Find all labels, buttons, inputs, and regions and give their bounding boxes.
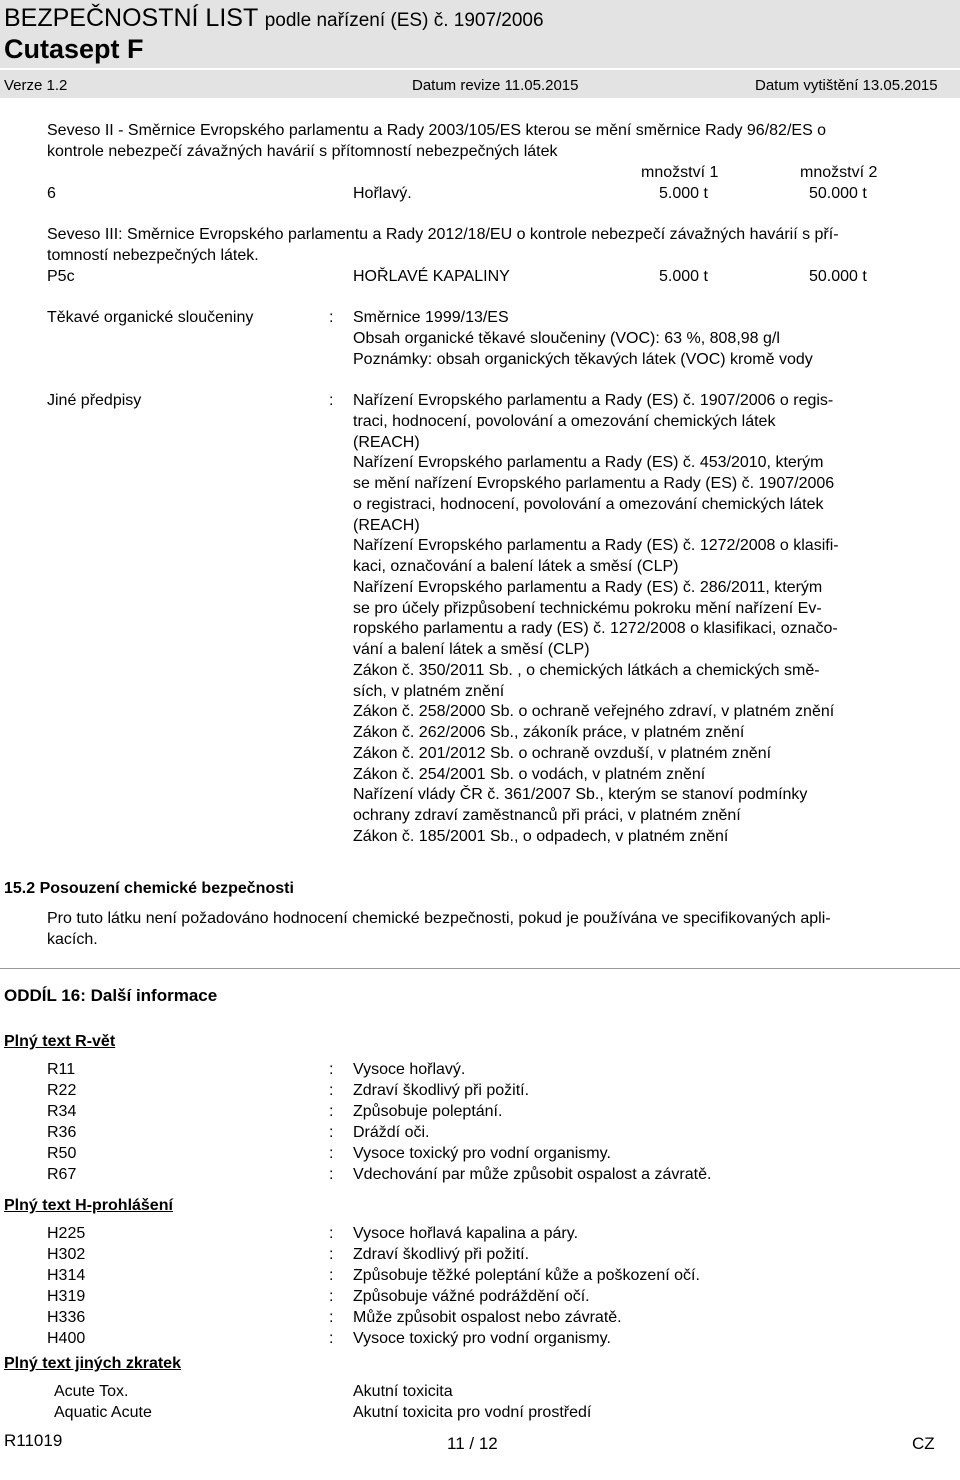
- regulation-line: Nařízení Evropského parlamentu a Rady (ES) č. 1272/2008 o klasifi-: [353, 537, 839, 555]
- voc-value: [353, 308, 813, 370]
- abbr-text: Akutní toxicita: [353, 1383, 453, 1400]
- regulation-line: traci, hodnocení, povolování a omezování chemických látek: [353, 412, 776, 430]
- document-code: R11019: [4, 1431, 63, 1450]
- r-code: R11: [47, 1061, 76, 1078]
- h-text: Způsobuje těžké poleptání kůže a poškození očí.: [353, 1267, 700, 1284]
- voc-line: Obsah organické těkavé sloučeniny (VOC): 63 %, 808,98 g/l: [353, 329, 780, 347]
- h-colon: :: [329, 1309, 334, 1326]
- seveso2-row-qty2: 50.000 t: [809, 185, 867, 202]
- h-colon: :: [329, 1267, 334, 1284]
- h-code: H314: [47, 1267, 86, 1284]
- other-regulations-label: Jiné předpisy: [47, 392, 142, 409]
- seveso3-row-code: P5c: [47, 268, 75, 285]
- r-text: Vysoce toxický pro vodní organismy.: [353, 1145, 611, 1162]
- h-code: H302: [47, 1246, 86, 1263]
- r-code: R34: [47, 1103, 77, 1120]
- h-code: H400: [47, 1330, 86, 1347]
- regulation-line: kaci, označování a balení látek a směsí (CLP): [353, 558, 679, 575]
- section-16-heading: ODDÍL 16: Další informace: [4, 986, 218, 1005]
- document-title: [4, 4, 544, 35]
- regulation-line: (REACH): [353, 433, 420, 451]
- r-colon: :: [329, 1166, 334, 1183]
- regulation-line: Nařízení Evropského parlamentu a Rady (ES) č. 286/2011, kterým: [353, 578, 823, 596]
- r-code: R36: [47, 1124, 77, 1141]
- r-colon: :: [329, 1061, 334, 1078]
- document-header: [0, 0, 960, 100]
- title-sub: podle nařízení (ES) č. 1907/2006: [264, 10, 544, 31]
- seveso2-line-1: Seveso II - Směrnice Evropského parlamentu a Rady 2003/105/ES kterou se mění směrnice Rady 96/82/ES o: [47, 122, 827, 139]
- h-colon: :: [329, 1330, 334, 1347]
- regulation-line: ochrany zdraví zaměstnanců při práci, v platném znění: [353, 807, 741, 824]
- page-number: 11 / 12: [447, 1434, 498, 1453]
- seveso2-line-2: kontrole nebezpečí závažných havárií s přítomností nebezpečných látek: [47, 143, 558, 160]
- r-text: Způsobuje poleptání.: [353, 1103, 503, 1120]
- h-code: H225: [47, 1225, 86, 1242]
- h-text: Způsobuje vážné podráždění očí.: [353, 1288, 590, 1305]
- regulation-line: Zákon č. 201/2012 Sb. o ochraně ovzduší, v platném znění: [353, 744, 772, 762]
- abbr-code: Acute Tox.: [54, 1383, 129, 1400]
- voc-line: Směrnice 1999/13/ES: [353, 309, 509, 326]
- abbreviations-heading: Plný text jiných zkratek: [4, 1355, 181, 1372]
- seveso2-row-qty1: 5.000 t: [659, 185, 708, 202]
- r-text: Vysoce hořlavý.: [353, 1061, 466, 1078]
- h-colon: :: [329, 1288, 334, 1305]
- regulation-line: Nařízení Evropského parlamentu a Rady (ES) č. 1907/2006 o regis-: [353, 392, 834, 409]
- h-text: Může způsobit ospalost nebo závratě.: [353, 1309, 622, 1326]
- r-colon: :: [329, 1103, 334, 1120]
- voc-colon: :: [329, 309, 334, 326]
- r-colon: :: [329, 1082, 334, 1099]
- section-15-2-line-2: kacích.: [47, 931, 98, 948]
- regulation-line: se pro účely přizpůsobení technickému pokroku mění nařízení Ev-: [353, 599, 822, 617]
- regulation-line: sích, v platném znění: [353, 682, 505, 700]
- seveso3-line-2: tomností nebezpečných látek.: [47, 247, 259, 264]
- other-regulations-colon: :: [329, 392, 334, 409]
- regulation-line: Zákon č. 258/2000 Sb. o ochraně veřejného zdraví, v platném znění: [353, 703, 835, 721]
- r-text: Vdechování par může způsobit ospalost a závratě.: [353, 1166, 712, 1183]
- r-code: R50: [47, 1145, 77, 1162]
- r-colon: :: [329, 1124, 334, 1141]
- abbr-code: Aquatic Acute: [54, 1404, 152, 1421]
- h-colon: :: [329, 1225, 334, 1242]
- seveso2-row-name: Hořlavý.: [353, 185, 412, 202]
- revision-date: Datum revize 11.05.2015: [412, 77, 579, 94]
- regulation-line: Nařízení Evropského parlamentu a Rady (ES) č. 453/2010, kterým: [353, 454, 824, 472]
- r-text: Zdraví škodlivý při požití.: [353, 1082, 530, 1099]
- h-statements-heading: Plný text H-prohlášení: [4, 1197, 173, 1214]
- regulation-line: Zákon č. 350/2011 Sb. , o chemických látkách a chemických smě-: [353, 661, 820, 679]
- voc-label: Těkavé organické sloučeniny: [47, 309, 254, 326]
- regulation-line: ropského parlamentu a rady (ES) č. 1272/2008 o klasifikaci, označo-: [353, 620, 838, 638]
- section-15-2-heading: 15.2 Posouzení chemické bezpečnosti: [4, 880, 294, 897]
- version: Verze 1.2: [4, 77, 68, 94]
- title-main: BEZPEČNOSTNÍ LIST: [4, 4, 258, 32]
- h-colon: :: [329, 1246, 334, 1263]
- regulation-line: Zákon č. 254/2001 Sb. o vodách, v platném znění: [353, 765, 706, 783]
- product-name: Cutasept F: [4, 34, 144, 64]
- header-divider: [0, 68, 960, 70]
- regulation-line: se mění nařízení Evropského parlamentu a Rady (ES) č. 1907/2006: [353, 475, 835, 492]
- voc-line: Poznámky: obsah organických těkavých látek (VOC) kromě vody: [353, 350, 813, 368]
- seveso2-qty2-header: množství 2: [800, 164, 878, 181]
- regulation-line: o registraci, hodnocení, povolování a omezování chemických látek: [353, 495, 824, 513]
- section-divider: [0, 968, 960, 969]
- seveso3-row-qty1: 5.000 t: [659, 268, 708, 285]
- seveso2-qty1-header: množství 1: [641, 164, 719, 181]
- seveso3-row-name: HOŘLAVÉ KAPALINY: [353, 268, 510, 285]
- regulation-line: vání a balení látek a směsí (CLP): [353, 641, 590, 658]
- print-date: Datum vytištění 13.05.2015: [755, 77, 938, 94]
- country-code: CZ: [912, 1434, 935, 1453]
- h-text: Vysoce toxický pro vodní organismy.: [353, 1330, 611, 1347]
- r-phrases-heading: Plný text R-vět: [4, 1033, 116, 1050]
- h-text: Vysoce hořlavá kapalina a páry.: [353, 1225, 579, 1242]
- regulation-line: Zákon č. 262/2006 Sb., zákoník práce, v platném znění: [353, 724, 745, 741]
- h-code: H319: [47, 1288, 86, 1305]
- regulation-line: Zákon č. 185/2001 Sb., o odpadech, v platném znění: [353, 827, 729, 845]
- section-15-2-line-1: Pro tuto látku není požadováno hodnocení chemické bezpečnosti, pokud je používána ve specifikovaných apli-: [47, 910, 831, 927]
- regulation-line: (REACH): [353, 516, 420, 534]
- r-code: R67: [47, 1166, 77, 1183]
- seveso3-line-1: Seveso III: Směrnice Evropského parlamentu a Rady 2012/18/EU o kontrole nebezpečí závažných havárií s pří-: [47, 226, 839, 243]
- h-text: Zdraví škodlivý při požití.: [353, 1246, 530, 1263]
- r-colon: :: [329, 1145, 334, 1162]
- regulation-line: Nařízení vlády ČR č. 361/2007 Sb., kterým se stanoví podmínky: [353, 786, 808, 804]
- other-regulations-value: [353, 391, 839, 848]
- h-code: H336: [47, 1309, 86, 1326]
- r-code: R22: [47, 1082, 77, 1099]
- seveso3-row-qty2: 50.000 t: [809, 268, 867, 285]
- r-text: Dráždí oči.: [353, 1124, 430, 1141]
- seveso2-row-code: 6: [47, 185, 56, 202]
- abbr-text: Akutní toxicita pro vodní prostředí: [353, 1404, 592, 1421]
